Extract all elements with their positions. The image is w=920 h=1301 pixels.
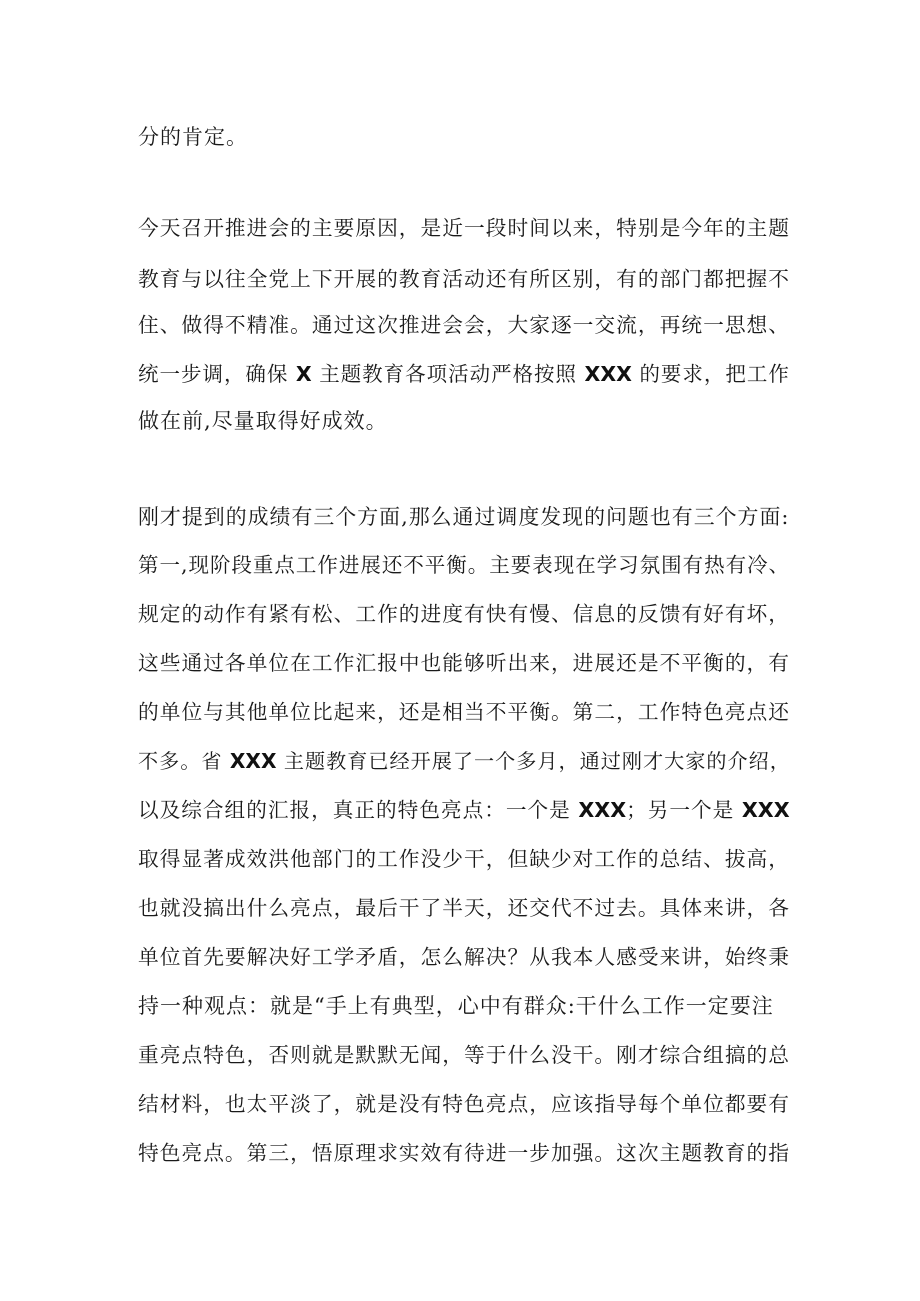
paragraph-3-line-11: 持一种观点：就是“手上有典型，心中有群众:干什么工作一定要注 (138, 994, 774, 1018)
paragraph-3-line-2: 第一,现阶段重点工作进展还不平衡。主要表现在学习氛围有热有冷、 (138, 553, 791, 577)
paragraph-3-line-4: 这些通过各单位在工作汇报中也能够听出来，进展还是不平衡的，有 (138, 651, 791, 675)
paragraph-2-line-1: 今天召开推进会的主要原因，是近一段时间以来，特别是今年的主题 (138, 216, 791, 240)
paragraph-3-line-1: 刚才提到的成绩有三个方面,那么通过调度发现的问题也有三个方面: (138, 505, 790, 529)
paragraph-3-line-14: 特色亮点。第三，悟原理求实效有待进一步加强。这次主题教育的指 (138, 1141, 791, 1165)
paragraph-2-line-2: 教育与以往全党上下开展的教育活动还有所区别，有的部门都把握不 (138, 267, 791, 291)
paragraph-3-line-6: 不多。省 XXX 主题教育已经开展了一个多月，通过刚才大家的介绍， (138, 749, 791, 773)
paragraph-3-line-3: 规定的动作有紧有松、工作的进度有快有慢、信息的反馈有好有坏， (138, 602, 791, 626)
paragraph-2-line-3: 住、做得不精准。通过这次推进会会，大家逐一交流，再统一思想、 (138, 313, 791, 337)
paragraph-3-line-9: 也就没搞出什么亮点，最后干了半天，还交代不过去。具体来讲，各 (138, 896, 791, 920)
paragraph-1-line-1: 分的肯定。 (138, 125, 248, 149)
paragraph-3-line-13: 结材料，也太平淡了，就是没有特色亮点，应该指导每个单位都要有 (138, 1092, 791, 1116)
paragraph-3-line-5: 的单位与其他单位比起来，还是相当不平衡。第二，工作特色亮点还 (138, 700, 791, 724)
paragraph-3-line-7: 以及综合组的汇报，真正的特色亮点：一个是 XXX；另一个是 XXX (138, 798, 790, 822)
paragraph-3-line-8: 取得显著成效洪他部门的工作没少干，但缺少对工作的总结、拔高， (138, 847, 791, 871)
paragraph-2-line-5: 做在前,尽量取得好成效。 (138, 409, 388, 433)
paragraph-3-line-12: 重亮点特色，否则就是默默无闻，等于什么没干。刚才综合组搞的总 (138, 1043, 791, 1067)
paragraph-3-line-10: 单位首先要解决好工学矛盾，怎么解决？从我本人感受来讲，始终秉 (138, 945, 791, 969)
paragraph-2-line-4: 统一步调，确保 X 主题教育各项活动严格按照 XXX 的要求，把工作 (138, 362, 790, 386)
